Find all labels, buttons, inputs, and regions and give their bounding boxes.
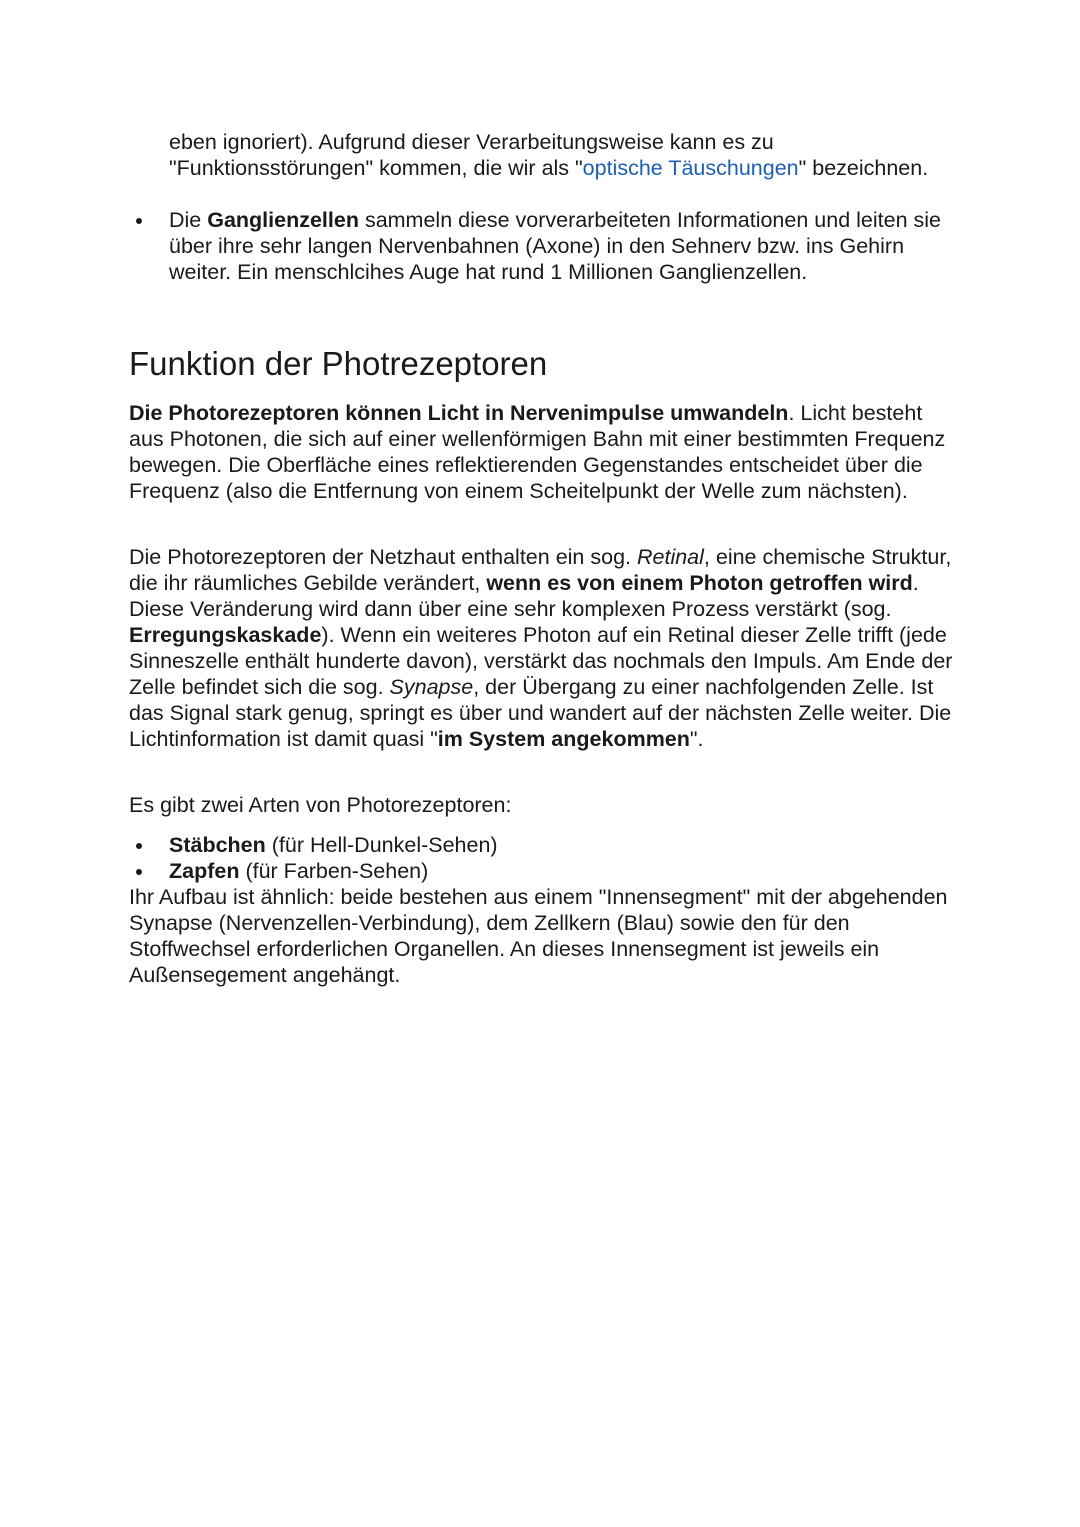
paragraph-types-intro: [129, 792, 959, 818]
paragraph-text: [129, 400, 959, 504]
bullet-icon: [136, 869, 142, 875]
text-span: Die: [169, 208, 208, 232]
bullet-icon: [136, 218, 142, 224]
list-item-zapfen: [169, 858, 969, 884]
text-span: ".: [689, 727, 704, 751]
paragraph-text: [129, 544, 959, 752]
list-item-staebchen: [169, 832, 969, 858]
bold-term: Stäbchen: [169, 833, 266, 857]
text-span: , eine chemische Struktur, die ihr räumliches Gebilde verändert,: [129, 545, 952, 595]
paragraph-text: Ihr Aufbau ist ähnlich: beide bestehen aus einem "Innensegment" mit der abgehenden Synapse (Nervenzellen-Verbindung), dem Zellkern (Blau) sowie den für den Stoffwechsel erforderlichen Organellen. An dieses Innensegment ist jeweils ein Außensegement angehängt.: [129, 885, 948, 987]
list-item-ganglienzellen: [169, 207, 969, 285]
bold-term: im System angekommen: [437, 727, 690, 751]
paragraph-photoreceptors-intro: [129, 400, 959, 504]
text-span: . Diese Veränderung wird dann über eine sehr komplexen Prozess verstärkt (sog.: [129, 571, 919, 621]
paragraph-text: Es gibt zwei Arten von Photorezeptoren:: [129, 793, 512, 817]
text-span: . Licht besteht aus Photonen, die sich auf einer wellenförmigen Bahn mit einer bestimmten Frequenz bewegen. Die Oberfläche eines reflektierenden Gegenstandes entscheidet über die Frequenz (also die Entfernung von einem Scheitelpunkt der Welle zum nächsten).: [129, 401, 946, 503]
text-span: (für Hell-Dunkel-Sehen): [265, 833, 498, 857]
paragraph-retinal: [129, 544, 959, 752]
bullet-icon: [136, 843, 142, 849]
paragraph-text: [169, 207, 969, 285]
text-span: ). Wenn ein weiteres Photon auf ein Retinal dieser Zelle trifft (jede Sinneszelle enthält hunderte davon), verstärkt das nochmals den Impuls. Am Ende der Zelle befindet sich die sog.: [129, 623, 953, 699]
bold-term: Ganglienzellen: [207, 208, 359, 232]
text-span: (für Farben-Sehen): [239, 859, 429, 883]
list-item-optical-illusions: [169, 129, 969, 181]
paragraph-structure: [129, 884, 959, 988]
optische-taeuschungen-link[interactable]: optische Täuschungen: [582, 156, 799, 180]
bold-term: Erregungskaskade: [129, 623, 322, 647]
italic-term: Retinal: [636, 545, 704, 569]
text-span: Die Photorezeptoren der Netzhaut enthalten ein sog.: [129, 545, 637, 569]
bold-term: Die Photorezeptoren können Licht in Nervenimpulse umwandeln: [129, 401, 789, 425]
text-span: eben ignoriert). Aufgrund dieser Verarbeitungsweise kann es zu "Funktionsstörungen" kommen, die wir als ": [169, 130, 774, 180]
italic-term: Synapse: [389, 675, 474, 699]
bold-term: Zapfen: [169, 859, 240, 883]
text-span: , der Übergang zu einer nachfolgenden Zelle. Ist das Signal stark genug, springt es über und wandert auf der nächsten Zelle weiter. Die Lichtinformation ist damit quasi ": [129, 675, 952, 751]
section-heading: Funktion der Photrezeptoren: [129, 345, 548, 382]
bold-term: wenn es von einem Photon getroffen wird: [486, 571, 913, 595]
paragraph-text: [169, 858, 969, 884]
text-span: " bezeichnen.: [798, 156, 929, 180]
paragraph-text: [169, 832, 969, 858]
paragraph-text: [169, 129, 969, 181]
text-span: sammeln diese vorverarbeiteten Informationen und leiten sie über ihre sehr langen Nervenbahnen (Axone) in den Sehnerv bzw. ins Gehirn weiter. Ein menschlcihes Auge hat rund 1 Millionen Ganglienzellen.: [169, 208, 941, 284]
